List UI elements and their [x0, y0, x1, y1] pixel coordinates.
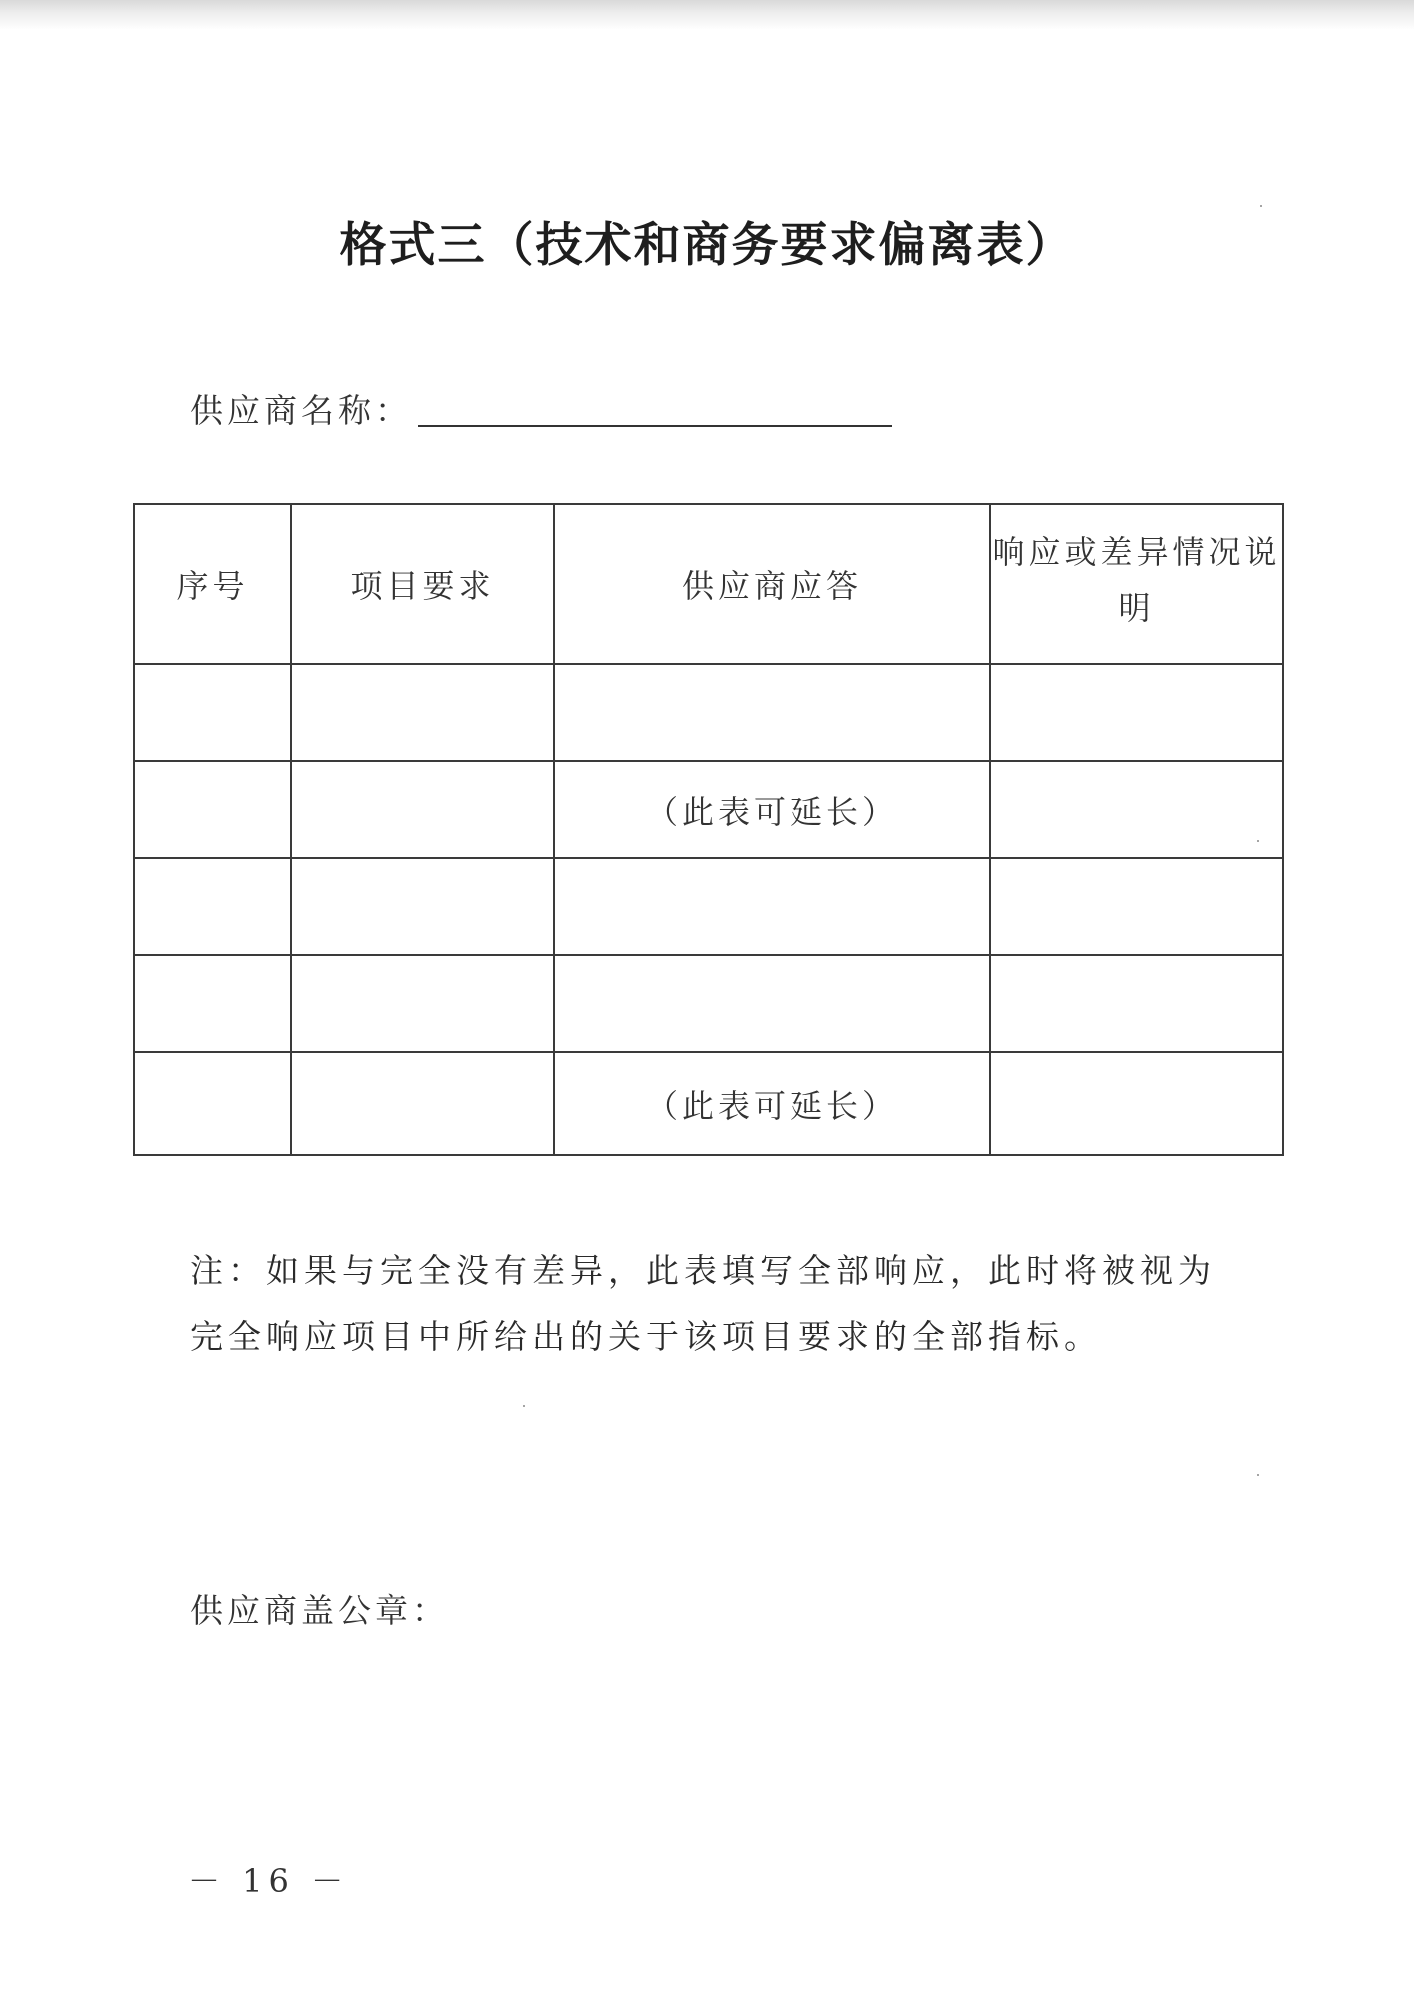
deviation-table [133, 503, 1284, 1156]
cell-deviation-explanation[interactable] [990, 761, 1283, 858]
cell-serial-number[interactable] [134, 955, 291, 1052]
scan-speck [1257, 1474, 1259, 1476]
cell-project-requirement[interactable] [291, 955, 554, 1052]
cell-deviation-explanation[interactable] [990, 955, 1283, 1052]
cell-supplier-response[interactable]: （此表可延长） [554, 1052, 990, 1155]
header-deviation-explanation [990, 504, 1283, 664]
note-paragraph: 注：如果与完全没有差异，此表填写全部响应，此时将被视为完全响应项目中所给出的关于该项目要求的全部指标。 [190, 1251, 1216, 1356]
table-row [134, 761, 1283, 858]
scan-speck [1257, 840, 1259, 842]
table-row [134, 955, 1283, 1052]
page-number: － 16 － [188, 1862, 350, 1900]
cell-deviation-explanation[interactable] [990, 858, 1283, 955]
cell-serial-number[interactable] [134, 858, 291, 955]
scan-edge-shadow [0, 0, 1414, 30]
scan-speck [1260, 205, 1262, 207]
cell-project-requirement[interactable] [291, 761, 554, 858]
cell-serial-number[interactable] [134, 1052, 291, 1155]
supplier-name-blank-line[interactable] [418, 425, 892, 427]
cell-serial-number[interactable] [134, 761, 291, 858]
cell-supplier-response[interactable]: （此表可延长） [554, 761, 990, 858]
supplier-seal-label: 供应商盖公章： [190, 1591, 449, 1630]
cell-supplier-response[interactable] [554, 955, 990, 1052]
cell-serial-number[interactable] [134, 664, 291, 761]
cell-supplier-response[interactable] [554, 664, 990, 761]
scan-speck [523, 1405, 525, 1407]
cell-project-requirement[interactable] [291, 1052, 554, 1155]
header-project-requirement: 项目要求 [291, 504, 554, 664]
table-row [134, 858, 1283, 955]
header-serial-number: 序号 [134, 504, 291, 664]
cell-project-requirement[interactable] [291, 664, 554, 761]
form-title: 格式三（技术和商务要求偏离表） [339, 218, 1075, 273]
cell-supplier-response[interactable] [554, 858, 990, 955]
table-header-row [134, 504, 1283, 664]
cell-project-requirement[interactable] [291, 858, 554, 955]
cell-deviation-explanation[interactable] [990, 664, 1283, 761]
cell-deviation-explanation[interactable] [990, 1052, 1283, 1155]
supplier-name-label: 供应商名称： [190, 391, 412, 430]
header-deviation-explanation-text: 响应或差异情况说明 [992, 533, 1281, 627]
table-row [134, 664, 1283, 761]
table-row [134, 1052, 1283, 1155]
header-supplier-response: 供应商应答 [554, 504, 990, 664]
